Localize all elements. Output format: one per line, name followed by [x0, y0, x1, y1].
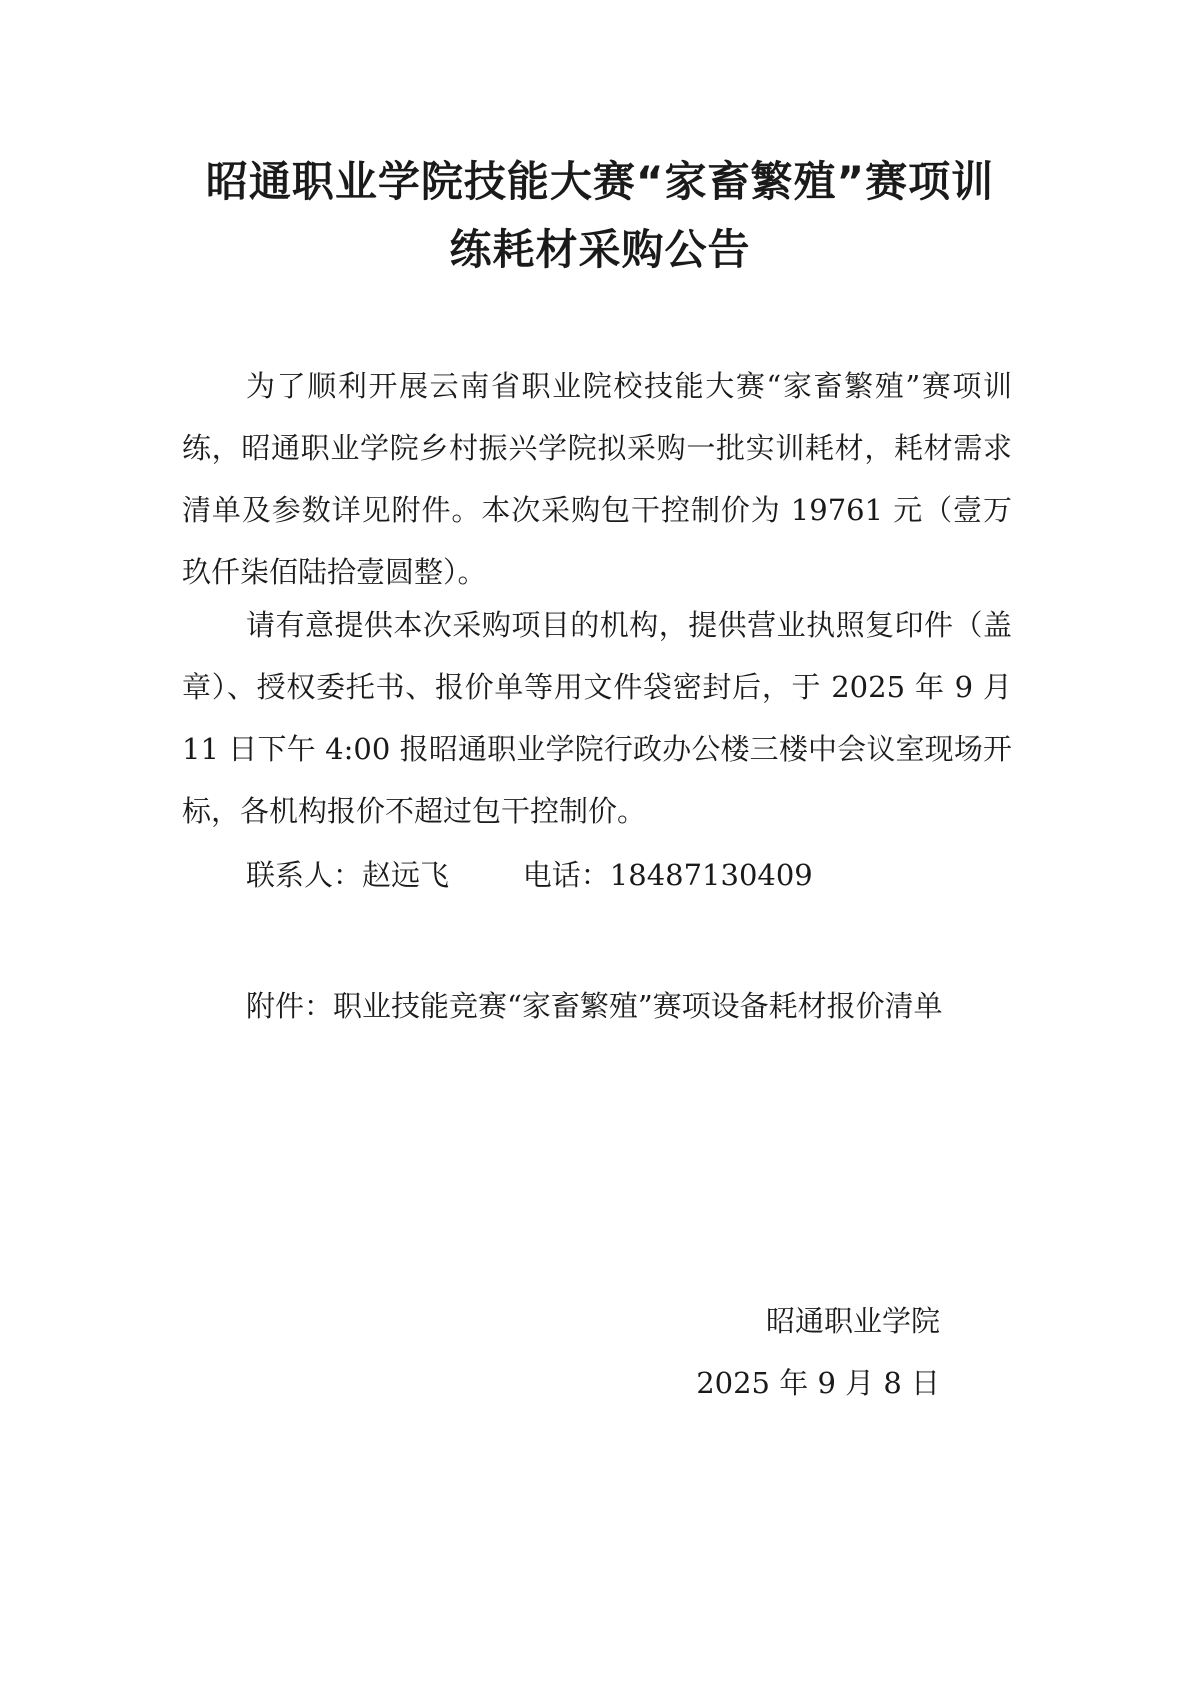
title-line-2: 练耗材采购公告 [449, 225, 751, 274]
document-title [160, 148, 1040, 284]
contact-line [246, 844, 946, 906]
signature-date: 2025 年 9 月 8 日 [696, 1366, 940, 1400]
attachment-note: 附件：职业技能竞赛“家畜繁殖”赛项设备耗材报价清单 [246, 989, 943, 1023]
contact-name: 赵远飞 [362, 858, 450, 892]
paragraph-purpose: 为了顺利开展云南省职业院校技能大赛“家畜繁殖”赛项训练，昭通职业学院乡村振兴学院拟采购一批实训耗材，耗材需求清单及参数详见附件。本次采购包干控制价为 19761 元（壹万玖仟柒佰陆拾壹圆整）。 [182, 369, 1012, 589]
phone-number: 18487130409 [609, 858, 813, 892]
title-line-1: 昭通职业学院技能大赛“家畜繁殖”赛项训 [205, 157, 995, 206]
phone-label: 电话： [522, 858, 610, 892]
signature-organization: 昭通职业学院 [765, 1304, 940, 1338]
paragraph-instructions: 请有意提供本次采购项目的机构，提供营业执照复印件（盖章）、授权委托书、报价单等用文件袋密封后，于 2025 年 9 月 11 日下午 4:00 报昭通职业学院行政办公楼三楼中会议室现场开标，各机构报价不超过包干控制价。 [182, 608, 1012, 828]
contact-label: 联系人： [246, 858, 363, 892]
